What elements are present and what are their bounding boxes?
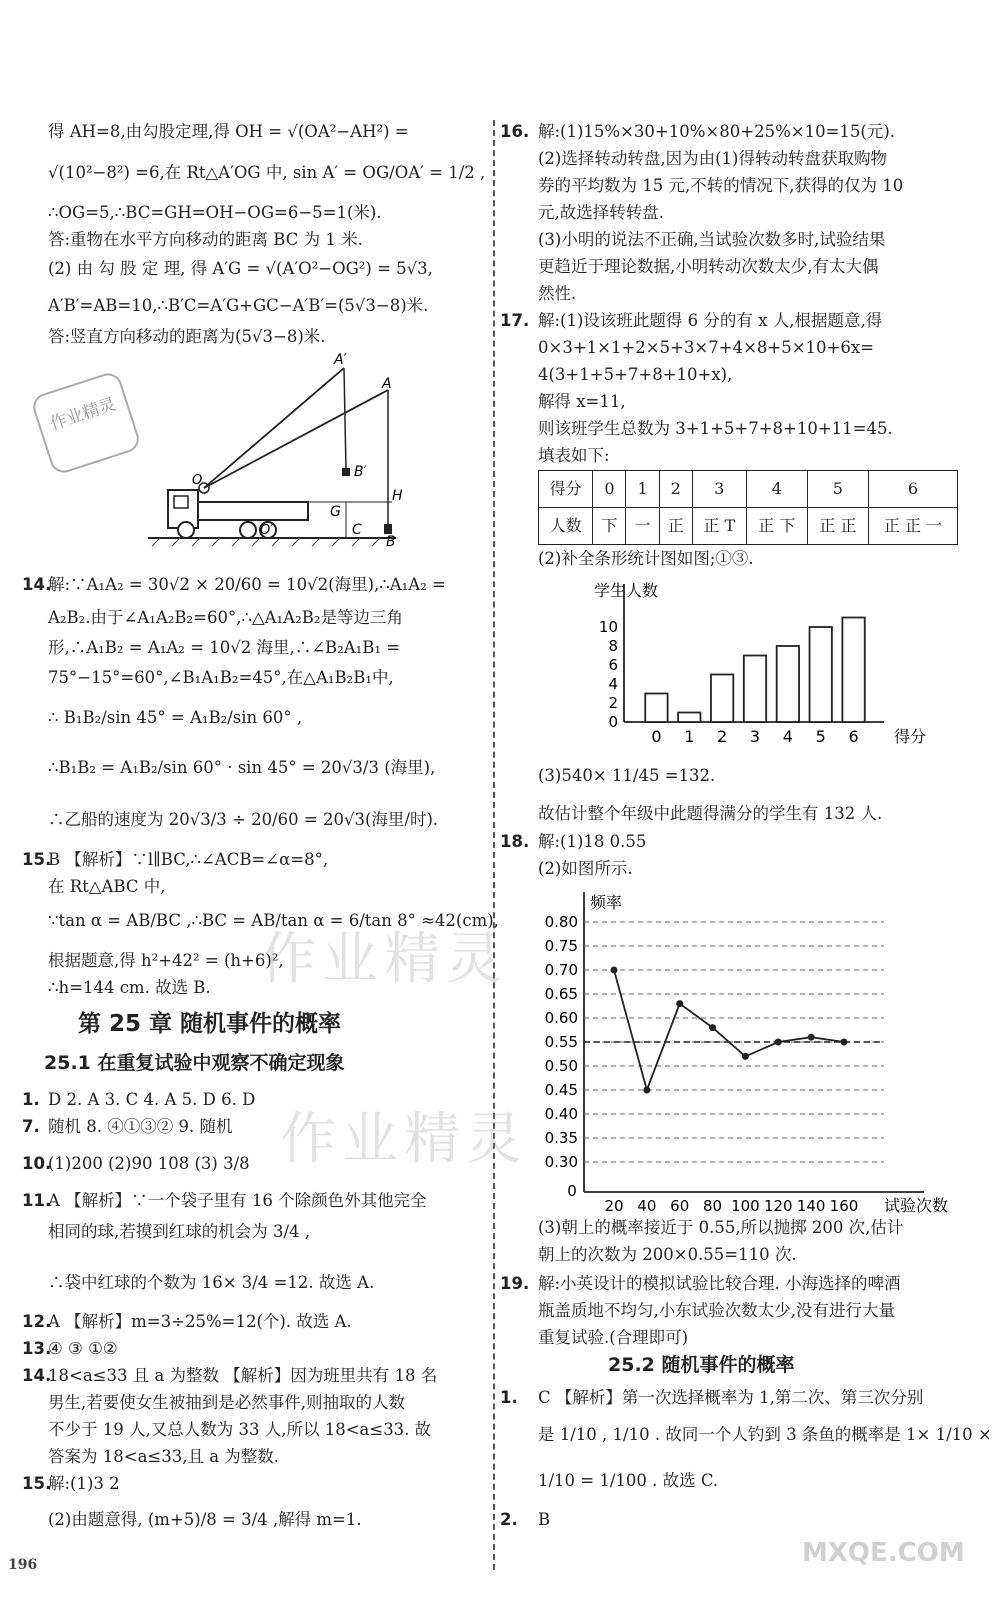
x-axis-label: 得分 — [894, 727, 927, 746]
x-tick-label: 4 — [782, 727, 793, 746]
y-axis-label: 学生人数 — [594, 581, 659, 600]
watermark-logo: 作业精灵 — [260, 927, 508, 992]
x-tick-label: 20 — [604, 1197, 624, 1215]
page-number: 196 — [8, 1557, 38, 1573]
table-cell: 下 — [593, 508, 626, 545]
table-cell: 一 — [626, 508, 659, 545]
text-line: 解:(1)设该班此题得 6 分的有 x 人,根据题意,得 — [538, 311, 883, 330]
text-line: C 【解析】第一次选择概率为 1,第二次、第三次分别 — [538, 1388, 924, 1407]
text-line: 券的平均数为 15 元,不转的情况下,获得的仅为 10 — [538, 176, 904, 195]
column-divider — [493, 120, 495, 1570]
chapter-title: 第 25 章 随机事件的概率 — [78, 1011, 342, 1037]
text-line: 相同的球,若摸到红球的机会为 3/4 , — [48, 1222, 311, 1241]
text-line: (3)朝上的概率接近于 0.55,所以抛掷 200 次,估计 — [538, 1218, 904, 1237]
watermark-logo: 作业精灵 — [280, 1107, 528, 1172]
text-line: A 【解析】∵一个袋子里有 16 个除颜色外其他完全 — [48, 1191, 427, 1210]
table-row — [539, 508, 958, 545]
text-line: 朝上的次数为 200×0.55=110 次. — [538, 1245, 797, 1264]
y-tick-label: 0.40 — [544, 1105, 578, 1123]
series-line — [614, 970, 844, 1090]
figure-label: A′ — [334, 352, 347, 368]
data-point — [841, 1039, 848, 1046]
y-tick-label: 0.75 — [544, 937, 578, 955]
table-cell: 1 — [626, 471, 659, 508]
text-line: ④ ③ ①② — [48, 1339, 118, 1358]
figure-label: O′ — [260, 523, 274, 538]
question-number: 18. — [500, 832, 530, 851]
text-line: 解:∵A₁A₂ = 30√2 × 20/60 = 10√2(海里),∴A₁A₂ = — [48, 575, 446, 594]
x-tick-label: 40 — [637, 1197, 657, 1215]
section-title: 25.2 随机事件的概率 — [608, 1354, 795, 1376]
x-tick-label: 60 — [670, 1197, 690, 1215]
y-tick-label: 0 — [608, 713, 618, 731]
text-line: 故估计整个年级中此题得满分的学生有 132 人. — [538, 804, 883, 823]
y-tick-label: 0.35 — [544, 1129, 578, 1147]
text-line: 0×3+1×1+2×5+3×7+4×8+5×10+6x= — [538, 338, 875, 357]
line-chart — [538, 882, 958, 1222]
data-point — [709, 1024, 716, 1031]
text-line: 答案为 18<a≤33,且 a 为整数. — [48, 1447, 280, 1466]
x-tick-label: 80 — [703, 1197, 723, 1215]
text-line: 得 AH=8,由勾股定理,得 OH = √(OA²−AH²) = — [48, 122, 409, 141]
data-point — [676, 1000, 683, 1007]
figure-label: C — [352, 522, 362, 538]
text-line: 重复试验.(合理即可) — [538, 1328, 689, 1347]
text-line: 男生,若要使女生被抽到是必然事件,则抽取的人数 — [48, 1393, 405, 1412]
text-line: 根据题意,得 h²+42² = (h+6)², — [48, 951, 284, 970]
text-line: (1)200 (2)90 108 (3) 3/8 — [48, 1154, 250, 1173]
y-tick-label: 8 — [608, 637, 618, 655]
text-line: (2)由题意得, (m+5)/8 = 3/4 ,解得 m=1. — [48, 1510, 362, 1529]
question-number: 19. — [500, 1274, 530, 1293]
origin-label: 0 — [567, 1182, 577, 1200]
bar — [711, 675, 733, 723]
watermark-logo: MXQE.COM — [802, 1538, 965, 1568]
text-line: A 【解析】m=3÷25%=12(个). 故选 A. — [48, 1312, 352, 1331]
text-line: 解:小英设计的模拟试验比较合理. 小海选择的啤酒 — [538, 1274, 901, 1293]
text-line: 随机 8. ④①③② 9. 随机 — [48, 1117, 233, 1136]
y-tick-label: 0.30 — [544, 1153, 578, 1171]
text-line: 1/10 = 1/100 . 故选 C. — [538, 1471, 719, 1490]
text-line: (2)选择转动转盘,因为由(1)得转动转盘获取购物 — [538, 149, 887, 168]
text-line: 解得 x=11, — [538, 392, 626, 411]
x-tick-label: 140 — [796, 1197, 826, 1215]
text-line: 则该班学生总数为 3+1+5+7+8+10+11=45. — [538, 419, 893, 438]
text-line: D 2. A 3. C 4. A 5. D 6. D — [48, 1090, 256, 1109]
table-cell: 得分 — [539, 471, 593, 508]
text-line: ∴乙船的速度为 20√3/3 ÷ 20/60 = 20√3(海里/时). — [48, 810, 439, 829]
bar — [810, 627, 832, 722]
text-line: 75°−15°=60°,∠B₁A₁B₂=45°,在△A₁B₂B₁中, — [48, 668, 394, 687]
y-tick-label: 4 — [608, 675, 618, 693]
x-tick-label: 100 — [731, 1197, 760, 1215]
table-cell: 2 — [659, 471, 692, 508]
question-number: 12. — [22, 1312, 52, 1331]
y-tick-label: 0.45 — [544, 1081, 578, 1099]
table-cell: 3 — [692, 471, 746, 508]
x-tick-label: 2 — [717, 727, 728, 746]
data-point — [808, 1034, 815, 1041]
question-number: 1. — [22, 1090, 40, 1109]
x-tick-label: 160 — [829, 1197, 859, 1215]
x-tick-label: 1 — [684, 727, 695, 746]
text-line: ∴ B₁B₂/sin 45° = A₁B₂/sin 60° , — [48, 708, 303, 727]
text-line: 填表如下: — [538, 446, 610, 465]
question-number: 16. — [500, 122, 530, 141]
text-line: ∴OG=5,∴BC=GH=OH−OG=6−5=1(米). — [48, 203, 382, 222]
text-line: √(10²−8²) =6,在 Rt△A′OG 中, sin A′ = OG/OA′ = 1/2 , — [48, 163, 486, 182]
figure-label: A — [382, 376, 392, 392]
text-line: 在 Rt△ABC 中, — [48, 877, 166, 896]
text-line: (2)补全条形统计图如图;①③. — [538, 549, 754, 568]
figure-label: O — [192, 473, 203, 488]
text-line: 瓶盖质地不均匀,小东试验次数太少,没有进行大量 — [538, 1301, 895, 1320]
data-point — [611, 967, 618, 974]
question-number: 11. — [22, 1191, 52, 1210]
text-line: ∴B₁B₂ = A₁B₂/sin 60° · sin 45° = 20√3/3 (海里), — [48, 758, 436, 777]
table-cell: 4 — [746, 471, 807, 508]
question-number: 15. — [22, 1474, 52, 1493]
figure-label: B′ — [354, 464, 367, 480]
table-row — [539, 471, 958, 508]
question-number: 1. — [500, 1388, 518, 1407]
crane-figure — [148, 350, 403, 550]
question-number: 15. — [22, 850, 52, 869]
bar — [842, 618, 864, 723]
y-tick-label: 0.65 — [544, 985, 578, 1003]
text-line: (3)小明的说法不正确,当试验次数多时,试验结果 — [538, 230, 886, 249]
table-cell: 正 正 — [807, 508, 868, 545]
x-tick-label: 3 — [749, 727, 761, 746]
y-tick-label: 10 — [598, 618, 618, 636]
section-title: 25.1 在重复试验中观察不确定现象 — [44, 1052, 345, 1074]
figure-label: G — [330, 504, 341, 520]
bar — [744, 656, 766, 723]
data-point — [775, 1039, 782, 1046]
score-table — [538, 470, 958, 545]
text-line: 形,∴A₁B₂ = A₁A₂ = 10√2 海里,∴∠B₂A₁B₁ = — [48, 638, 401, 657]
table-cell: 0 — [593, 471, 626, 508]
stamp-logo — [30, 370, 143, 476]
text-line: 更趋近于理论数据,小明转动次数太少,有太大偶 — [538, 257, 879, 276]
text-line: 解:(1)3 2 — [48, 1474, 120, 1493]
question-number: 17. — [500, 311, 530, 330]
table-cell: 正 T — [692, 508, 746, 545]
y-tick-label: 2 — [608, 694, 618, 712]
y-tick-label: 0.55 — [544, 1033, 578, 1051]
data-point — [643, 1087, 650, 1094]
text-line: 18<a≤33 且 a 为整数 【解析】因为班里共有 18 名 — [48, 1366, 438, 1385]
question-number: 10. — [22, 1154, 52, 1173]
y-tick-label: 0.50 — [544, 1057, 578, 1075]
table-cell: 正 — [659, 508, 692, 545]
question-number: 7. — [22, 1117, 40, 1136]
y-tick-label: 6 — [608, 656, 618, 674]
text-line: 解:(1)18 0.55 — [538, 832, 647, 851]
text-line: 解:(1)15%×30+10%×80+25%×10=15(元). — [538, 122, 896, 141]
question-number: 2. — [500, 1510, 518, 1529]
text-line: 答:竖直方向移动的距离为(5√3−8)米. — [48, 327, 326, 346]
x-tick-label: 6 — [848, 727, 859, 746]
question-number: 14. — [22, 1366, 52, 1385]
y-tick-label: 0.80 — [544, 913, 578, 931]
figure-label: B — [386, 534, 396, 550]
text-line: 答:重物在水平方向移动的距离 BC 为 1 米. — [48, 230, 363, 249]
table-cell: 6 — [868, 471, 957, 508]
text-line: B 【解析】∵l∥BC,∴∠ACB=∠α=8°, — [48, 850, 329, 869]
text-line: 不少于 19 人,又总人数为 33 人,所以 18<a≤33. 故 — [48, 1420, 432, 1439]
bar — [777, 646, 799, 722]
data-point — [742, 1053, 749, 1060]
bar-chart — [582, 574, 932, 754]
stamp-text: 作业精灵 — [47, 394, 119, 435]
text-line: A₂B₂.由于∠A₁A₂B₂=60°,∴△A₁A₂B₂是等边三角 — [48, 608, 403, 627]
y-tick-label: 0.60 — [544, 1009, 578, 1027]
table-cell: 正 正 一 — [868, 508, 957, 545]
x-axis-label: 试验次数 — [884, 1196, 949, 1215]
table-cell: 人数 — [539, 508, 593, 545]
x-tick-label: 120 — [763, 1197, 793, 1215]
y-tick-label: 0.70 — [544, 961, 578, 979]
text-line: 是 1/10 , 1/10 . 故同一个人钓到 3 条鱼的概率是 1× 1/10 × — [538, 1425, 992, 1444]
text-line: 然性. — [538, 284, 577, 303]
table-cell: 5 — [807, 471, 868, 508]
text-line: B — [538, 1510, 551, 1529]
text-line: ∴h=144 cm. 故选 B. — [48, 978, 211, 997]
text-line: A′B′=AB=10,∴B′C=A′G+GC−A′B′=(5√3−8)米. — [48, 296, 429, 315]
x-tick-label: 0 — [651, 727, 662, 746]
figure-label: H — [392, 488, 403, 504]
text-line: 元,故选择转转盘. — [538, 203, 664, 222]
text-line: (2) 由 勾 股 定 理, 得 A′G = √(A′O²−OG²) = 5√3, — [48, 259, 433, 278]
text-line: 4(3+1+5+7+8+10+x), — [538, 365, 733, 384]
bar — [645, 694, 667, 723]
y-axis-label: 频率 — [590, 893, 623, 912]
text-line: (3)540× 11/45 =132. — [538, 766, 716, 785]
bar — [678, 713, 700, 723]
question-number: 13. — [22, 1339, 52, 1358]
text-line: ∵tan α = AB/BC ,∴BC = AB/tan α = 6/tan 8° ≈42(cm), — [48, 911, 499, 930]
text-line: ∴袋中红球的个数为 16× 3/4 =12. 故选 A. — [48, 1273, 375, 1292]
question-number: 14. — [22, 575, 52, 594]
text-line: (2)如图所示. — [538, 859, 633, 878]
table-cell: 正 下 — [746, 508, 807, 545]
x-tick-label: 5 — [815, 727, 826, 746]
